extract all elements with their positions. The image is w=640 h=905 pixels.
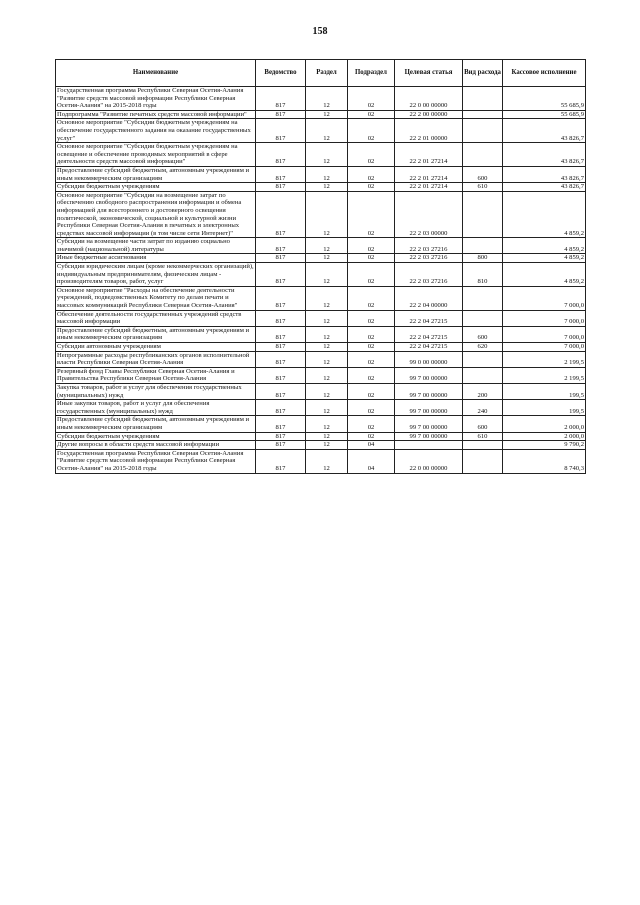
row-dept: 817	[256, 441, 306, 450]
row-target: 99 0 00 00000	[395, 351, 463, 367]
row-dept: 817	[256, 310, 306, 326]
table-row	[56, 166, 586, 182]
row-exp-type: 810	[463, 263, 503, 287]
row-exp-type	[463, 367, 503, 383]
row-section: 12	[306, 326, 348, 342]
row-subsection: 02	[348, 254, 395, 263]
row-subsection: 02	[348, 310, 395, 326]
row-section: 12	[306, 87, 348, 111]
row-exp-type: 610	[463, 432, 503, 441]
row-subsection: 02	[348, 383, 395, 399]
table-row	[56, 263, 586, 287]
row-cash: 8 740,3	[503, 449, 586, 473]
table-row	[56, 119, 586, 143]
row-name: Закупка товаров, работ и услуг для обеспечения государственных (муниципальных) нужд	[56, 383, 256, 399]
header-cash: Кассовое исполнение	[503, 60, 586, 87]
row-section: 12	[306, 166, 348, 182]
table-row	[56, 326, 586, 342]
table-row	[56, 367, 586, 383]
row-dept: 817	[256, 432, 306, 441]
table-row	[56, 238, 586, 254]
row-section: 12	[306, 191, 348, 238]
row-name: Предоставление субсидий бюджетным, автономным учреждениям и иным некоммерческим организациям	[56, 326, 256, 342]
row-dept: 817	[256, 326, 306, 342]
row-cash: 55 685,9	[503, 110, 586, 119]
header-subsection: Подраздел	[348, 60, 395, 87]
row-target: 22 2 04 00000	[395, 286, 463, 310]
table-row	[56, 87, 586, 111]
row-exp-type	[463, 119, 503, 143]
row-cash: 2 199,5	[503, 367, 586, 383]
table-row	[56, 441, 586, 450]
row-section: 12	[306, 254, 348, 263]
table-row	[56, 310, 586, 326]
table-body	[56, 87, 586, 474]
row-dept: 817	[256, 400, 306, 416]
row-target: 22 2 03 27216	[395, 254, 463, 263]
row-target: 22 0 00 00000	[395, 449, 463, 473]
table-row	[56, 254, 586, 263]
row-target: 22 2 03 27216	[395, 263, 463, 287]
row-target: 22 2 00 00000	[395, 110, 463, 119]
row-cash: 43 826,7	[503, 166, 586, 182]
row-subsection: 02	[348, 367, 395, 383]
row-cash: 4 859,2	[503, 254, 586, 263]
row-name: Основное мероприятие "Субсидии бюджетным учреждениям на обеспечение государственного задания на оказание государственных услуг"	[56, 119, 256, 143]
table-row	[56, 416, 586, 432]
row-exp-type	[463, 143, 503, 167]
row-subsection: 04	[348, 449, 395, 473]
row-name: Предоставление субсидий бюджетным, автономным учреждениям и иным некоммерческим организациям	[56, 416, 256, 432]
row-cash: 43 826,7	[503, 143, 586, 167]
table-row	[56, 432, 586, 441]
row-target: 22 2 03 00000	[395, 191, 463, 238]
row-exp-type: 600	[463, 166, 503, 182]
row-target: 22 2 01 27214	[395, 183, 463, 192]
row-target: 22 0 00 00000	[395, 87, 463, 111]
row-section: 12	[306, 110, 348, 119]
table-row	[56, 383, 586, 399]
row-section: 12	[306, 400, 348, 416]
row-cash: 55 685,9	[503, 87, 586, 111]
row-section: 12	[306, 238, 348, 254]
row-section: 12	[306, 343, 348, 352]
table-row	[56, 351, 586, 367]
row-cash: 7 000,0	[503, 310, 586, 326]
table-row	[56, 110, 586, 119]
row-target: 99 7 00 00000	[395, 400, 463, 416]
row-dept: 817	[256, 183, 306, 192]
row-subsection: 02	[348, 87, 395, 111]
row-dept: 817	[256, 351, 306, 367]
row-subsection: 02	[348, 191, 395, 238]
row-section: 12	[306, 310, 348, 326]
row-exp-type	[463, 110, 503, 119]
row-name: Основное мероприятие "Субсидии на возмещение затрат по обеспечению свободного распространения информации и обмена информацией для всестороннего и достоверного освещения политической, экономической, социальной и культурной жизни Республики Северная Осетия-Алания в печатных и электронных средствах массовой информации (в том числе сети Интернет)"	[56, 191, 256, 238]
row-dept: 817	[256, 367, 306, 383]
row-target: 22 2 01 00000	[395, 119, 463, 143]
row-section: 12	[306, 449, 348, 473]
row-section: 12	[306, 367, 348, 383]
table-header-row	[56, 60, 586, 87]
row-name: Государственная программа Республики Северная Осетия-Алания "Развитие средств массовой информации Республики Северная Осетия-Алания" на 2015-2018 годы	[56, 87, 256, 111]
row-name: Обеспечение деятельности государственных учреждений средств массовой информации	[56, 310, 256, 326]
row-exp-type: 620	[463, 343, 503, 352]
row-cash: 9 790,2	[503, 441, 586, 450]
row-target: 22 2 04 27215	[395, 310, 463, 326]
row-section: 12	[306, 286, 348, 310]
row-name: Иные закупки товаров, работ и услуг для обеспечения государственных (муниципальных) нужд	[56, 400, 256, 416]
row-name: Предоставление субсидий бюджетным, автономным учреждениям и иным некоммерческим организациям	[56, 166, 256, 182]
row-cash: 43 826,7	[503, 183, 586, 192]
row-subsection: 04	[348, 441, 395, 450]
row-subsection: 02	[348, 119, 395, 143]
row-name: Субсидии бюджетным учреждениям	[56, 183, 256, 192]
row-subsection: 02	[348, 238, 395, 254]
row-section: 12	[306, 263, 348, 287]
row-cash: 4 859,2	[503, 238, 586, 254]
row-target: 22 2 04 27215	[395, 326, 463, 342]
row-target: 99 7 00 00000	[395, 383, 463, 399]
row-cash: 7 000,0	[503, 343, 586, 352]
header-target: Целевая статья	[395, 60, 463, 87]
row-name: Субсидии юридическим лицам (кроме некоммерческих организаций), индивидуальным предпринимателям, физическим лицам - производителям товаров, работ, услуг	[57, 263, 254, 286]
row-name: Непрограммные расходы республиканских органов исполнительной власти Республики Северная Осетия-Алания	[56, 351, 256, 367]
row-dept: 817	[256, 143, 306, 167]
row-cash: 43 826,7	[503, 119, 586, 143]
row-target: 22 2 01 27214	[395, 166, 463, 182]
budget-table	[55, 59, 586, 474]
row-exp-type: 610	[463, 183, 503, 192]
table-row	[56, 286, 586, 310]
row-section: 12	[306, 432, 348, 441]
row-name: Субсидии автономным учреждениям	[56, 343, 256, 352]
row-section: 12	[306, 416, 348, 432]
table-row	[56, 449, 586, 473]
row-cash: 7 000,0	[503, 286, 586, 310]
row-subsection: 02	[348, 143, 395, 167]
row-exp-type	[463, 310, 503, 326]
row-target: 22 2 04 27215	[395, 343, 463, 352]
table-row	[56, 183, 586, 192]
row-exp-type	[463, 87, 503, 111]
row-name: Подпрограмма "Развитие печатных средств массовой информации"	[56, 110, 256, 119]
row-target: 99 7 00 00000	[395, 416, 463, 432]
row-exp-type	[463, 286, 503, 310]
row-exp-type	[463, 238, 503, 254]
row-section: 12	[306, 441, 348, 450]
row-subsection: 02	[348, 416, 395, 432]
row-cash: 4 859,2	[503, 263, 586, 287]
row-exp-type	[463, 449, 503, 473]
row-dept: 817	[256, 343, 306, 352]
row-subsection: 02	[348, 400, 395, 416]
table-row	[56, 143, 586, 167]
row-dept: 817	[256, 166, 306, 182]
row-name: Государственная программа Республики Северная Осетия-Алания "Развитие средств массовой информации Республики Северная Осетия-Алания" на 2015-2018 годы	[56, 449, 256, 473]
row-dept: 817	[256, 383, 306, 399]
row-target	[395, 441, 463, 450]
row-dept: 817	[256, 449, 306, 473]
row-name: Субсидии бюджетным учреждениям	[56, 432, 256, 441]
row-exp-type: 240	[463, 400, 503, 416]
row-name: Основное мероприятие "Расходы на обеспечение деятельности учреждений, подведомственных Комитету по делам печати и массовых коммуникаций Республики Северная Осетия-Алания"	[56, 286, 256, 310]
row-dept: 817	[256, 238, 306, 254]
row-cash: 4 859,2	[503, 191, 586, 238]
row-target: 99 7 00 00000	[395, 367, 463, 383]
row-section: 12	[306, 119, 348, 143]
row-section: 12	[306, 383, 348, 399]
row-section: 12	[306, 351, 348, 367]
table-row	[56, 400, 586, 416]
row-exp-type: 200	[463, 383, 503, 399]
row-exp-type: 600	[463, 416, 503, 432]
row-dept: 817	[256, 191, 306, 238]
row-dept: 817	[256, 119, 306, 143]
row-cash: 2 199,5	[503, 351, 586, 367]
row-dept: 817	[256, 263, 306, 287]
row-subsection: 02	[348, 326, 395, 342]
row-subsection: 02	[348, 286, 395, 310]
row-subsection: 02	[348, 183, 395, 192]
table-row	[56, 343, 586, 352]
row-exp-type: 600	[463, 326, 503, 342]
row-exp-type: 800	[463, 254, 503, 263]
row-cash: 199,5	[503, 383, 586, 399]
row-cash: 2 000,0	[503, 432, 586, 441]
page-number: 158	[312, 26, 328, 37]
row-exp-type	[463, 351, 503, 367]
row-dept: 817	[256, 110, 306, 119]
row-section: 12	[306, 143, 348, 167]
row-target: 99 7 00 00000	[395, 432, 463, 441]
row-exp-type	[463, 441, 503, 450]
row-section: 12	[306, 183, 348, 192]
header-dept: Ведомство	[256, 60, 306, 87]
row-name: Основное мероприятие "Субсидии бюджетным учреждениям на освещение и обеспечение проводимых мероприятий в сфере деятельности средств массовой информации"	[56, 143, 256, 167]
row-name: Резервный фонд Главы Республики Северная Осетия-Алания и Правительства Республики Северная Осетия-Алания	[56, 367, 256, 383]
row-subsection: 02	[348, 432, 395, 441]
row-dept: 817	[256, 87, 306, 111]
row-dept: 817	[256, 254, 306, 263]
header-section: Раздел	[306, 60, 348, 87]
row-subsection: 02	[348, 166, 395, 182]
row-subsection: 02	[348, 263, 395, 287]
row-cash: 199,5	[503, 400, 586, 416]
row-subsection: 02	[348, 343, 395, 352]
header-name: Наименование	[56, 60, 256, 87]
row-target: 22 2 01 27214	[395, 143, 463, 167]
row-dept: 817	[256, 286, 306, 310]
row-name: Иные бюджетные ассигнования	[56, 254, 256, 263]
header-exp-type: Вид расхода	[463, 60, 503, 87]
row-cash: 2 000,0	[503, 416, 586, 432]
row-cash: 7 000,0	[503, 326, 586, 342]
row-target: 22 2 03 27216	[395, 238, 463, 254]
row-subsection: 02	[348, 110, 395, 119]
row-name: Субсидии на возмещение части затрат по изданию социально значимой (национальной) литературы	[56, 238, 256, 254]
row-exp-type	[463, 191, 503, 238]
row-subsection: 02	[348, 351, 395, 367]
row-dept: 817	[256, 416, 306, 432]
table-row	[56, 191, 586, 238]
row-name: Другие вопросы в области средств массовой информации	[56, 441, 256, 450]
